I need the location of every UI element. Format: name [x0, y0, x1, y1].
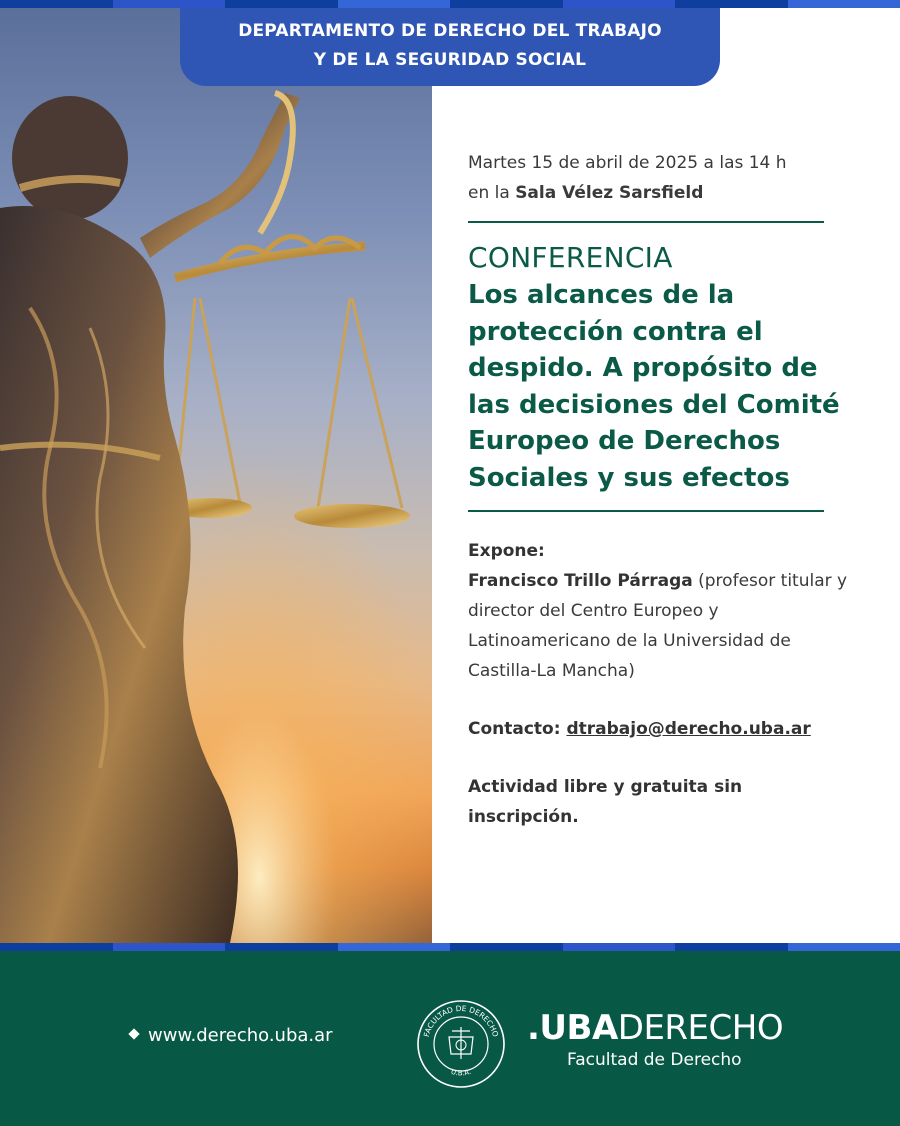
university-seal-icon	[416, 999, 506, 1089]
event-venue: Sala Vélez Sarsfield	[515, 183, 704, 203]
lady-justice-statue-image	[0, 8, 432, 943]
event-type: CONFERENCIA	[468, 241, 673, 274]
footer	[0, 951, 900, 1126]
divider-top	[468, 221, 824, 223]
speaker-info	[468, 566, 848, 686]
seal-bottom-text: U.B.A.	[449, 1067, 473, 1078]
seal-top-text: FACULTAD DE DERECHO	[421, 1003, 501, 1038]
brand-subtitle: Facultad de Derecho	[567, 1050, 742, 1070]
contact-label: Contacto:	[468, 719, 567, 739]
diamond-icon	[128, 1028, 139, 1039]
event-title: Los alcances de la protección contra el despido. A propósito de las decisiones del Comité Europeo de Derechos Sociales y sus efectos	[468, 280, 840, 493]
event-venue-line	[468, 178, 848, 208]
brand-derecho: DERECHO	[617, 1008, 784, 1048]
divider-bottom	[468, 510, 824, 512]
speaker-bio: (profesor titular y director del Centro Europeo y Latinoamericano de la Universidad de Castilla-La Mancha)	[468, 571, 848, 681]
speaker-label: Expone:	[468, 541, 545, 561]
uba-derecho-logo	[527, 1009, 783, 1071]
top-color-stripe	[0, 0, 900, 8]
lady-justice-illustration	[0, 8, 432, 943]
event-date: Martes 15 de abril de 2025 a las 14 h	[468, 153, 787, 173]
event-details	[468, 148, 848, 832]
contact-line	[468, 714, 848, 744]
website-link[interactable]: www.derecho.uba.ar	[148, 1025, 333, 1046]
svg-text:U.B.A.	[450, 1068, 472, 1078]
speaker-name: Francisco Trillo Párraga	[468, 571, 693, 591]
department-header	[180, 8, 720, 86]
event-date-venue	[468, 148, 848, 208]
bottom-color-stripe	[0, 943, 900, 951]
website-link-container	[130, 1023, 333, 1049]
contact-email-link[interactable]: dtrabajo@derecho.uba.ar	[566, 719, 811, 739]
brand-uba: .UBA	[527, 1008, 618, 1048]
venue-prefix: en la	[468, 183, 516, 203]
free-activity-note: Actividad libre y gratuita sin inscripción.	[468, 777, 743, 827]
department-name-line2: Y DE LA SEGURIDAD SOCIAL	[313, 50, 587, 70]
department-name-line1: DEPARTAMENTO DE DERECHO DEL TRABAJO	[238, 21, 662, 41]
